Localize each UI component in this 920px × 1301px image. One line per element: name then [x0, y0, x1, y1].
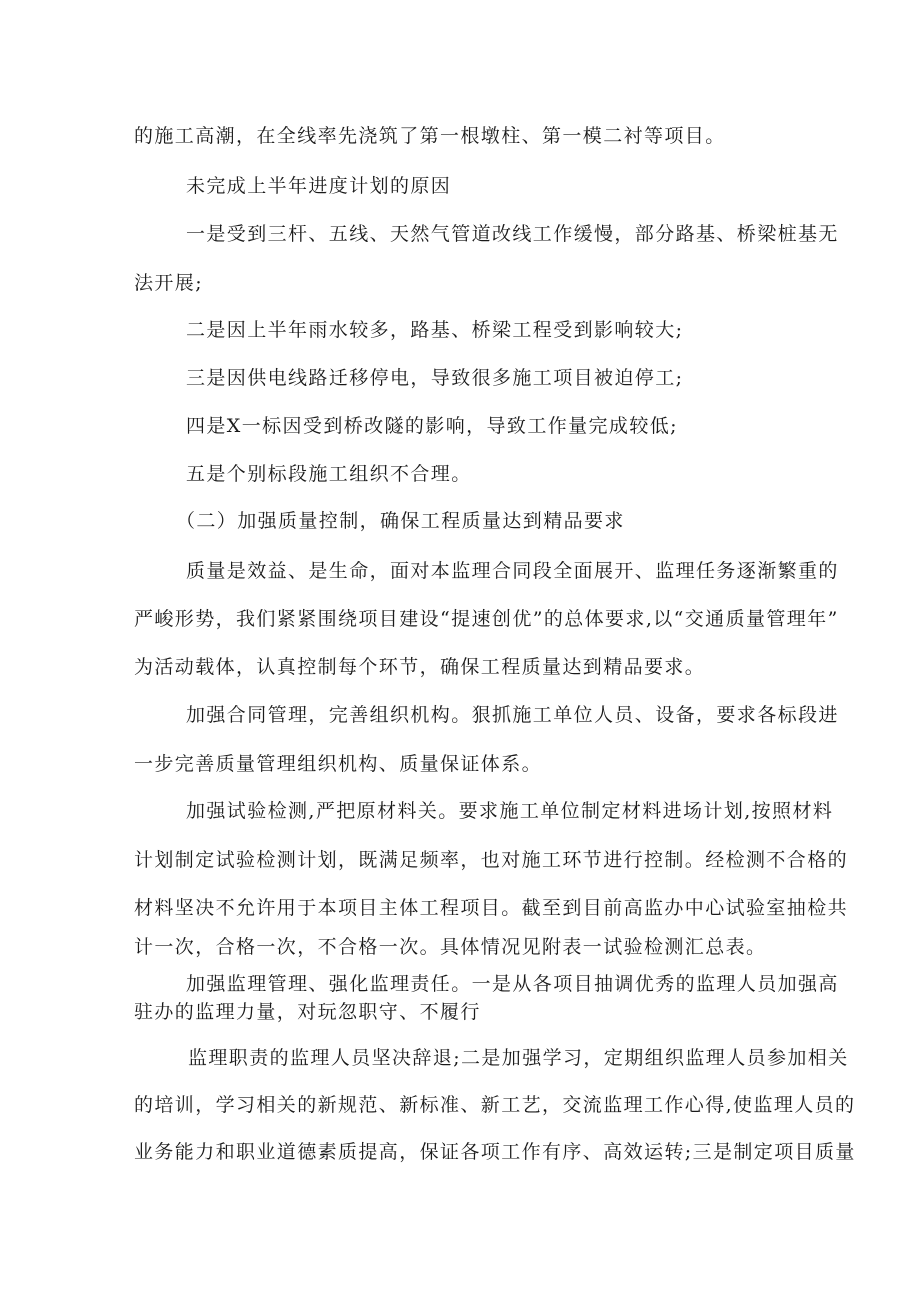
paragraph-line: 监理职责的监理人员坚决辞退;二是加强学习，定期组织监理人员参加相关	[188, 1047, 849, 1069]
paragraph-line: 质量是效益、是生命，面对本监理合同段全面展开、监理任务逐渐繁重的	[186, 560, 839, 582]
paragraph-line: 三是因供电线路迁移停电，导致很多施工项目被迫停工;	[186, 367, 684, 389]
paragraph-line: 业务能力和职业道德素质提高，保证各项工作有序、高效运转;三是制定项目质量	[134, 1141, 856, 1163]
paragraph-line: 驻办的监理力量，对玩忽职守、不履行	[134, 1001, 481, 1023]
paragraph-line: 五是个别标段施工组织不合理。	[186, 463, 472, 485]
paragraph-line: 一是受到三杆、五线、天然气管道改线工作缓慢，部分路基、桥梁桩基无	[186, 223, 839, 245]
paragraph-line: 计一次，合格一次，不合格一次。具体情况见附表一试验检测汇总表。	[134, 936, 767, 958]
section-heading: 未完成上半年进度计划的原因	[186, 175, 452, 197]
paragraph-line: 四是X一标因受到桥改隧的影响，导致工作量完成较低;	[186, 415, 678, 437]
paragraph-line: 为活动载体，认真控制每个环节，确保工程质量达到精品要求。	[134, 656, 706, 678]
paragraph-line: 加强监理管理、强化监理责任。一是从各项目抽调优秀的监理人员加强高	[186, 973, 839, 995]
paragraph-line: 材料坚决不允许用于本项目主体工程项目。截至到目前高监办中心试验室抽检共	[134, 897, 849, 919]
paragraph-line: 的施工高潮，在全线率先浇筑了第一根墩柱、第一模二衬等项目。	[134, 125, 726, 147]
paragraph-line: 计划制定试验检测计划，既满足频率，也对施工环节进行控制。经检测不合格的	[134, 849, 849, 871]
paragraph-line: 二是因上半年雨水较多，路基、桥梁工程受到影响较大;	[186, 319, 684, 341]
paragraph-line: 严峻形势，我们紧紧围绕项目建设“提速创优”的总体要求,以“交通质量管理年”	[134, 608, 839, 630]
paragraph-line: 的培训，学习相关的新规范、新标准、新工艺，交流监理工作心得,使监理人员的	[134, 1094, 856, 1116]
paragraph-line: 法开展;	[134, 272, 204, 294]
paragraph-line: 加强合同管理，完善组织机构。狠抓施工单位人员、设备，要求各标段进	[186, 704, 839, 726]
paragraph-line: 加强试验检测,严把原材料关。要求施工单位制定材料进场计划,按照材料	[186, 800, 834, 822]
paragraph-line: 一步完善质量管理组织机构、质量保证体系。	[134, 753, 543, 775]
section-heading: （二）加强质量控制，确保工程质量达到精品要求	[176, 510, 625, 532]
